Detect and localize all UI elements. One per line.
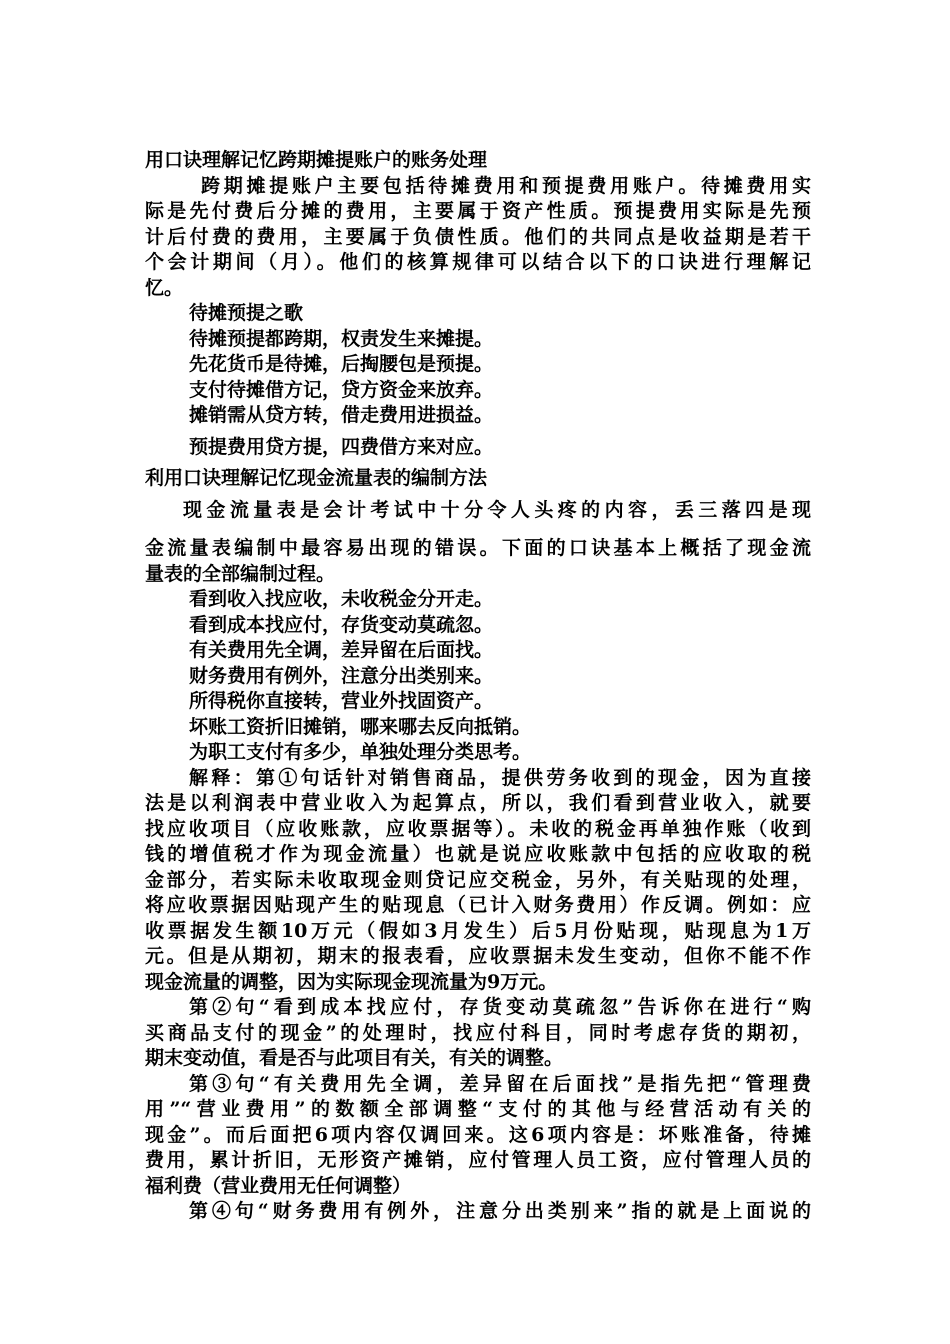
poem-line: 摊销需从贷方转，借走费用进损益。 bbox=[189, 404, 494, 426]
paragraph-line: 第④句“财务费用有例外，注意分出类别来”指的就是上面说的 bbox=[189, 1200, 811, 1222]
section-title-2: 利用口诀理解记忆现金流量表的编制方法 bbox=[145, 467, 488, 489]
paragraph-line: 买商品支付的现金”的处理时，找应付科目，同时考虑存货的期初， bbox=[145, 1021, 811, 1044]
paragraph-line: 解释：第①句话针对销售商品，提供劳务收到的现金，因为直接 bbox=[189, 766, 811, 789]
section-title-1: 用口诀理解记忆跨期摊提账户的账务处理 bbox=[145, 149, 488, 171]
poem-line: 待摊预提都跨期，权责发生来摊提。 bbox=[189, 327, 494, 350]
paragraph-line: 际是先付费后分摊的费用，主要属于资产性质。预提费用实际是先预 bbox=[145, 200, 811, 222]
paragraph-line: 个会计期间（月）。他们的核算规律可以结合以下的口诀进行理解记 bbox=[145, 251, 811, 273]
rhyme-line: 为职工支付有多少，单独处理分类思考。 bbox=[189, 741, 532, 763]
paragraph-line: 找应收项目（应收账款，应收票据等）。未收的税金再单独作账（收到 bbox=[145, 817, 811, 840]
paragraph-line: 收票据发生额10万元（假如3月发生）后5月份贴现，贴现息为1万 bbox=[145, 919, 811, 942]
paragraph-line: 金部分，若实际未收取现金则贷记应交税金，另外，有关贴现的处理， bbox=[145, 868, 811, 891]
paragraph-line: 用”“营业费用”的数额全部调整“支付的其他与经营活动有关的 bbox=[145, 1098, 811, 1120]
paragraph-line: 钱的增值税才作为现金流量）也就是说应收账款中包括的应收取的税 bbox=[145, 843, 811, 865]
rhyme-line: 所得税你直接转，营业外找固资产。 bbox=[189, 690, 494, 712]
rhyme-line: 坏账工资折旧摊销，哪来哪去反向抵销。 bbox=[189, 715, 532, 738]
paragraph-line: 跨期摊提账户主要包括待摊费用和预提费用账户。待摊费用实 bbox=[201, 174, 811, 197]
paragraph-line: 第③句“有关费用先全调，差异留在后面找”是指先把“管理费 bbox=[189, 1072, 811, 1095]
paragraph-line: 费用，累计折旧，无形资产摊销，应付管理人员工资，应付管理人员的 bbox=[145, 1149, 811, 1171]
paragraph-line: 现金流量的调整，因为实际现金现流量为9万元。 bbox=[145, 970, 558, 993]
paragraph-line: 忆。 bbox=[145, 276, 184, 299]
paragraph-line: 将应收票据因贴现产生的贴现息（已计入财务费用）作反调。例如：应 bbox=[145, 894, 811, 916]
paragraph-line: 元。但是从期初，期末的报表看，应收票据未发生变动，但你不能不作 bbox=[145, 945, 811, 967]
paragraph-line: 金流量表编制中最容易出现的错误。下面的口诀基本上概括了现金流 bbox=[145, 537, 811, 559]
paragraph-line: 第②句“看到成本找应付，存货变动莫疏忽”告诉你在进行“购 bbox=[189, 996, 811, 1018]
paragraph-line: 福利费（营业费用无任何调整） bbox=[145, 1174, 412, 1197]
paragraph-line: 现金流量表是会计考试中十分令人头疼的内容，丢三落四是现 bbox=[183, 498, 811, 521]
rhyme-line: 看到成本找应付，存货变动莫疏忽。 bbox=[189, 613, 494, 636]
poem-line: 预提费用贷方提，四费借方来对应。 bbox=[189, 435, 494, 458]
poem-line: 支付待摊借方记，贷方资金来放弃。 bbox=[189, 378, 494, 401]
paragraph-line: 期末变动值，看是否与此项目有关，有关的调整。 bbox=[145, 1047, 564, 1069]
paragraph-line: 法是以利润表中营业收入为起算点，所以，我们看到营业收入，就要 bbox=[145, 792, 811, 814]
paragraph-line: 计后付费的费用，主要属于负债性质。他们的共同点是收益期是若干 bbox=[145, 225, 811, 248]
rhyme-line: 财务费用有例外，注意分出类别来。 bbox=[189, 664, 494, 687]
document-page bbox=[145, 148, 811, 1225]
rhyme-line: 看到收入找应收，未收税金分开走。 bbox=[189, 588, 494, 610]
poem-line: 先花货币是待摊，后掏腰包是预提。 bbox=[189, 353, 494, 375]
paragraph-line: 现金”。而后面把6项内容仅调回来。这6项内容是：坏账准备，待摊 bbox=[145, 1123, 811, 1146]
rhyme-line: 有关费用先全调，差异留在后面找。 bbox=[189, 639, 494, 661]
paragraph-line: 量表的全部编制过程。 bbox=[145, 562, 336, 585]
poem-title: 待摊预提之歌 bbox=[189, 302, 304, 324]
